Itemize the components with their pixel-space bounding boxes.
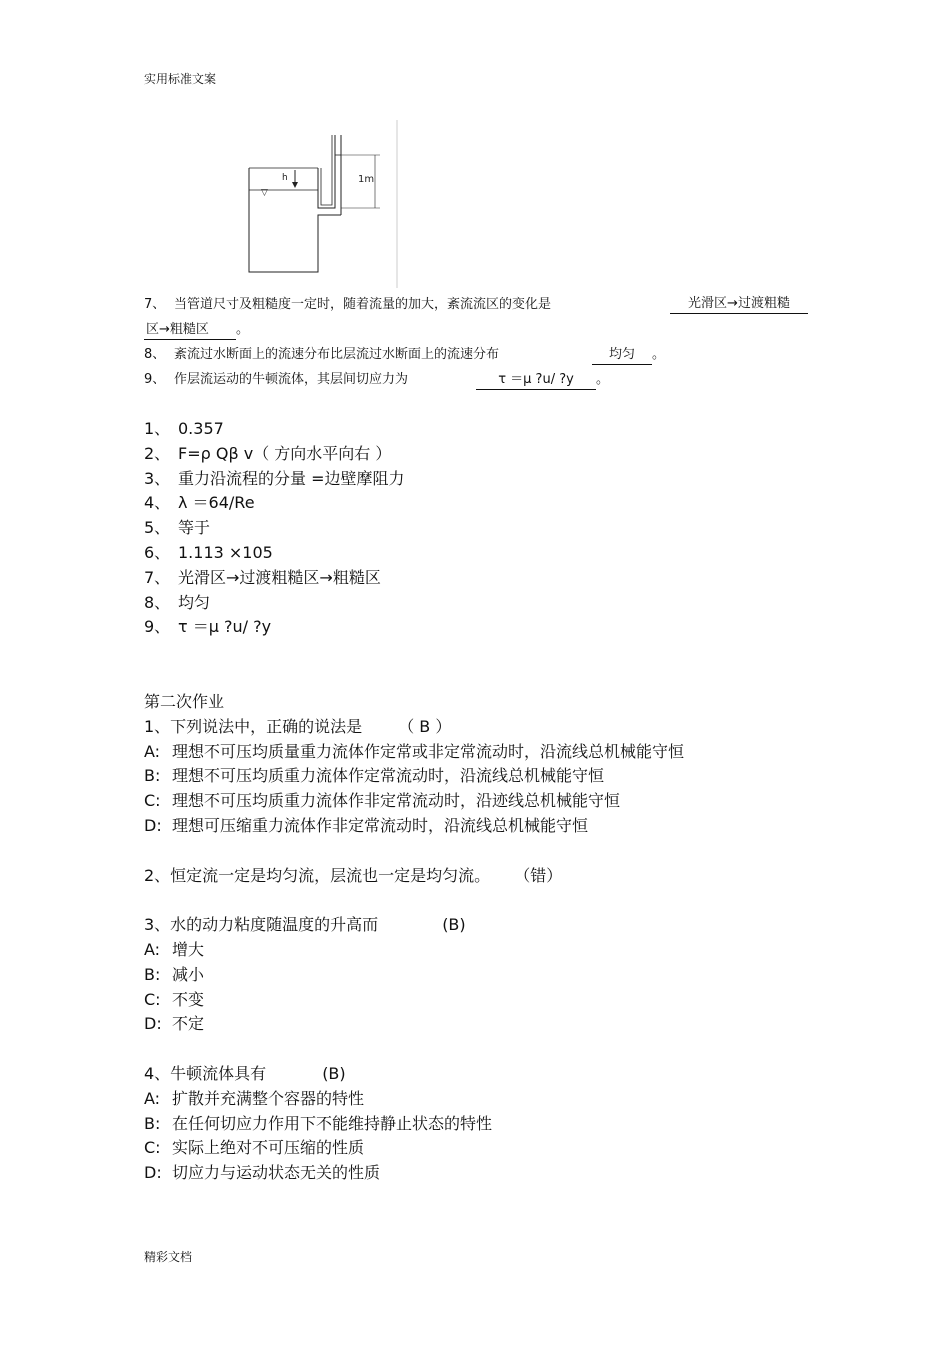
option: B: 在任何切应力作用下不能维持静止状态的特性 xyxy=(144,1113,493,1133)
answer-list xyxy=(144,417,405,640)
answer-item: 3、 重力沿流程的分量 =边壁摩阻力 xyxy=(144,468,405,488)
answer-blank: 区→粗糙区 xyxy=(144,321,236,340)
answer-blank: 光滑区→过渡粗糙 xyxy=(670,295,808,314)
page-header: 实用标准文案 xyxy=(144,72,217,86)
option: B: 理想不可压均质重力流体作定常流动时，沿流线总机械能守恒 xyxy=(144,766,605,786)
question-3: 3、水的动力粘度随温度的升高而 (B) xyxy=(144,915,466,935)
answer-item: 2、 F=ρ Qβ v（ 方向水平向右 ） xyxy=(144,443,392,463)
answer-item: 6、 1.113 ×105 xyxy=(144,542,273,562)
fill-in-questions xyxy=(144,292,824,392)
page-footer: 精彩文档 xyxy=(144,1250,193,1264)
question-2: 2、恒定流一定是均匀流，层流也一定是均匀流。 （错） xyxy=(144,865,563,885)
option: D: 切应力与运动状态无关的性质 xyxy=(144,1163,381,1183)
fill-question-7-cont: 区→粗糙区 。 xyxy=(144,317,824,342)
option: C: 理想不可压均质重力流体作非定常流动时，沿迹线总机械能守恒 xyxy=(144,791,621,811)
option: D: 理想可压缩重力流体作非定常流动时，沿流线总机械能守恒 xyxy=(144,815,589,835)
answer-blank: 均匀 xyxy=(592,346,652,365)
svg-text:▽: ▽ xyxy=(261,188,268,198)
answer-item: 1、 0.357 xyxy=(144,419,224,438)
height-label: 1m xyxy=(358,174,375,185)
answer-item: 9、 τ ＝μ ?u/ ?y xyxy=(144,617,272,637)
option: A: 扩散并充满整个容器的特性 xyxy=(144,1088,365,1108)
depth-label: h xyxy=(282,173,288,183)
option: C: 实际上绝对不可压缩的性质 xyxy=(144,1138,365,1158)
answer-blank: τ ＝μ ?u/ ?y xyxy=(476,371,596,390)
homework-section xyxy=(144,690,844,1186)
tank-manometer-figure xyxy=(240,120,410,290)
answer-item: 7、 光滑区→过渡粗糙区→粗糙区 xyxy=(144,567,381,587)
fill-question-9: 9、 作层流运动的牛顿流体，其层间切应力为 τ ＝μ ?u/ ?y 。 xyxy=(144,367,824,392)
section-title: 第二次作业 xyxy=(144,692,225,711)
answer-item: 4、 λ ＝64/Re xyxy=(144,493,255,513)
answer-item: 5、 等于 xyxy=(144,518,211,538)
option: A: 理想不可压均质量重力流体作定常或非定常流动时，沿流线总机械能守恒 xyxy=(144,741,685,761)
fill-question-7: 7、 当管道尺寸及粗糙度一定时，随着流量的加大，紊流流区的变化是 光滑区→过渡粗糙 xyxy=(144,292,824,317)
answer-item: 8、 均匀 xyxy=(144,592,211,612)
option: C: 不变 xyxy=(144,989,205,1009)
question-1: 1、下列说法中，正确的说法是 （ B ） xyxy=(144,716,452,736)
fill-question-8: 8、 紊流过水断面上的流速分布比层流过水断面上的流速分布 均匀 。 xyxy=(144,342,824,367)
question-4: 4、牛顿流体具有 (B) xyxy=(144,1063,346,1083)
option: D: 不定 xyxy=(144,1014,205,1034)
option: B: 减小 xyxy=(144,964,205,984)
option: A: 增大 xyxy=(144,939,205,959)
